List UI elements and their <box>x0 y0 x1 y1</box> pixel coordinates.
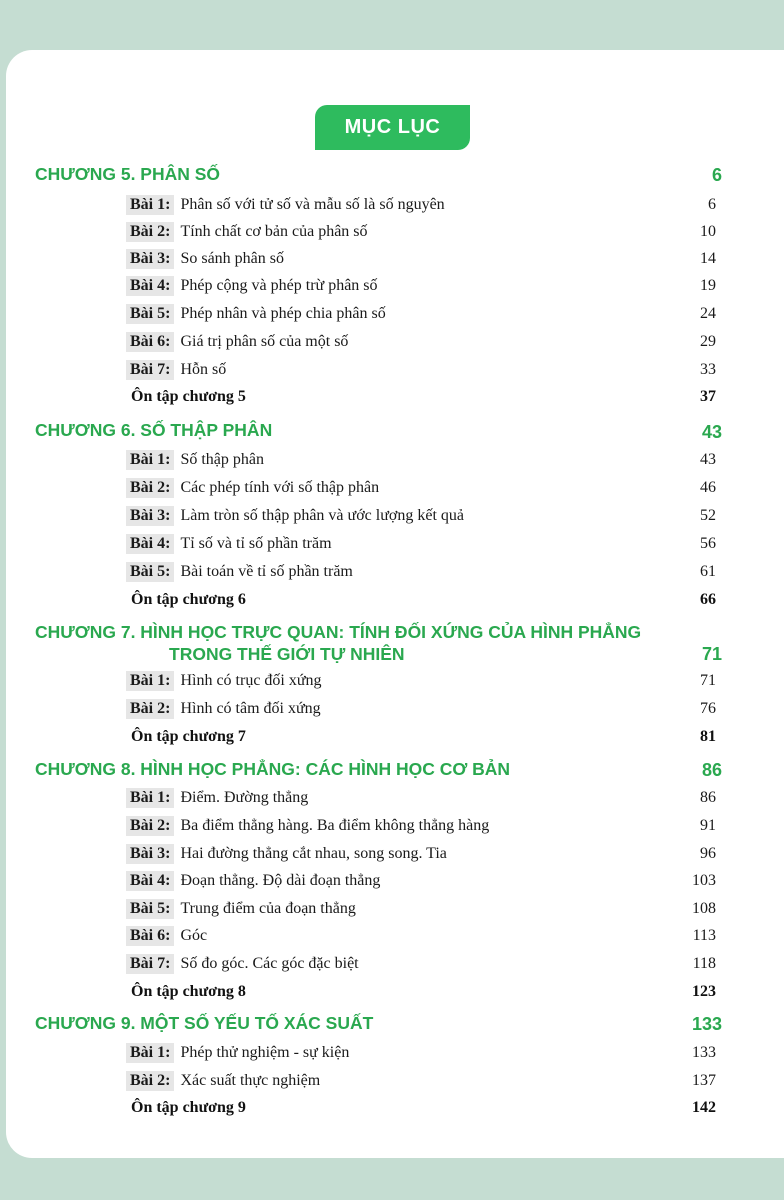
lesson-name: Trung điểm của đoạn thẳng <box>180 900 356 917</box>
lesson-name: Số thập phân <box>180 451 264 468</box>
lesson-name: Giá trị phân số của một số <box>180 333 349 350</box>
lesson-name: Điểm. Đường thẳng <box>180 789 309 806</box>
lesson-name: Phép thử nghiệm - sự kiện <box>180 1044 350 1061</box>
lesson-page: 71 <box>700 672 716 689</box>
lesson-tag: Bài 2: <box>126 699 174 719</box>
lesson-name: Các phép tính với số thập phân <box>180 479 380 496</box>
lesson-page: 46 <box>700 479 716 496</box>
chapter-7-title-line2: TRONG THẾ GIỚI TỰ NHIÊN <box>169 644 405 664</box>
lesson-page: 19 <box>700 277 716 294</box>
lesson-name: Hình có trục đối xứng <box>180 672 322 689</box>
lesson-row <box>126 274 716 298</box>
lesson-row <box>126 924 716 948</box>
review-label: Ôn tập chương 7 <box>131 728 246 745</box>
toc-title: MỤC LỤC <box>315 105 470 150</box>
lesson-name: Tỉ số và tỉ số phần trăm <box>180 535 332 552</box>
lesson-row <box>126 358 716 382</box>
lesson-name: Tính chất cơ bản của phân số <box>180 223 368 240</box>
lesson-tag: Bài 1: <box>126 195 174 215</box>
lesson-row <box>126 669 716 693</box>
lesson-tag: Bài 4: <box>126 276 174 296</box>
chapter-review-row <box>131 980 716 1004</box>
review-label: Ôn tập chương 8 <box>131 983 246 1000</box>
lesson-tag: Bài 2: <box>126 478 174 498</box>
chapter-review-row <box>131 1096 716 1120</box>
lesson-name: Bài toán về tỉ số phần trăm <box>180 563 353 580</box>
lesson-page: 24 <box>700 305 716 322</box>
lesson-page: 103 <box>692 872 716 889</box>
lesson-tag: Bài 6: <box>126 332 174 352</box>
chapter-8-page: 86 <box>701 760 722 780</box>
lesson-tag: Bài 3: <box>126 249 174 269</box>
lesson-name: Hai đường thẳng cắt nhau, song song. Tia <box>180 845 447 862</box>
review-label: Ôn tập chương 6 <box>131 591 246 608</box>
lesson-page: 33 <box>700 361 716 378</box>
lesson-tag: Bài 1: <box>126 671 174 691</box>
chapter-5-heading: CHƯƠNG 5. PHÂN SỐ <box>35 164 221 184</box>
lesson-tag: Bài 4: <box>126 871 174 891</box>
lesson-tag: Bài 1: <box>126 1043 174 1063</box>
lesson-page: 96 <box>700 845 716 862</box>
lesson-page: 10 <box>700 223 716 240</box>
lesson-page: 133 <box>692 1044 716 1061</box>
lesson-name: Phép cộng và phép trừ phân số <box>180 277 378 294</box>
lesson-row <box>126 247 716 271</box>
lesson-page: 6 <box>708 196 716 213</box>
lesson-tag: Bài 3: <box>126 506 174 526</box>
lesson-row <box>126 897 716 921</box>
lesson-tag: Bài 1: <box>126 450 174 470</box>
lesson-tag: Bài 7: <box>126 954 174 974</box>
review-label: Ôn tập chương 5 <box>131 388 246 405</box>
lesson-row <box>126 476 716 500</box>
review-page: 123 <box>692 983 716 1000</box>
lesson-row <box>126 786 716 810</box>
lesson-row <box>126 814 716 838</box>
lesson-row <box>126 952 716 976</box>
lesson-name: Hình có tâm đối xứng <box>180 700 321 717</box>
chapter-7-heading <box>35 621 675 665</box>
lesson-tag: Bài 6: <box>126 926 174 946</box>
lesson-page: 14 <box>700 250 716 267</box>
review-page: 142 <box>692 1099 716 1116</box>
review-label: Ôn tập chương 9 <box>131 1099 246 1116</box>
lesson-page: 52 <box>700 507 716 524</box>
chapter-5-page: 6 <box>711 165 722 185</box>
lesson-row <box>126 842 716 866</box>
lesson-row <box>126 193 716 217</box>
lesson-tag: Bài 5: <box>126 562 174 582</box>
chapter-9-heading: CHƯƠNG 9. MỘT SỐ YẾU TỐ XÁC SUẤT <box>35 1013 374 1033</box>
lesson-tag: Bài 2: <box>126 816 174 836</box>
lesson-name: Góc <box>180 927 208 944</box>
lesson-page: 29 <box>700 333 716 350</box>
lesson-page: 113 <box>692 927 716 944</box>
lesson-tag: Bài 1: <box>126 788 174 808</box>
review-page: 66 <box>700 591 716 608</box>
lesson-page: 108 <box>692 900 716 917</box>
lesson-page: 137 <box>692 1072 716 1089</box>
lesson-row <box>126 532 716 556</box>
lesson-name: Số đo góc. Các góc đặc biệt <box>180 955 359 972</box>
lesson-tag: Bài 2: <box>126 1071 174 1091</box>
lesson-tag: Bài 7: <box>126 360 174 380</box>
lesson-row <box>126 330 716 354</box>
lesson-tag: Bài 4: <box>126 534 174 554</box>
lesson-tag: Bài 3: <box>126 844 174 864</box>
lesson-page: 86 <box>700 789 716 806</box>
lesson-row <box>126 869 716 893</box>
lesson-tag: Bài 5: <box>126 899 174 919</box>
chapter-7-page: 71 <box>701 644 722 664</box>
lesson-tag: Bài 5: <box>126 304 174 324</box>
lesson-name: Xác suất thực nghiệm <box>180 1072 321 1089</box>
lesson-name: Đoạn thẳng. Độ dài đoạn thẳng <box>180 872 381 889</box>
lesson-name: Hỗn số <box>180 361 227 378</box>
chapter-7-title-line1: CHƯƠNG 7. HÌNH HỌC TRỰC QUAN: TÍNH ĐỐI XỨNG CỦA HÌNH PHẲNG <box>35 622 642 642</box>
lesson-page: 76 <box>700 700 716 717</box>
lesson-name: So sánh phân số <box>180 250 285 267</box>
lesson-name: Ba điểm thẳng hàng. Ba điểm không thẳng hàng <box>180 817 490 834</box>
lesson-row <box>126 220 716 244</box>
review-page: 81 <box>700 728 716 745</box>
chapter-review-row <box>131 725 716 749</box>
chapter-review-row <box>131 588 716 612</box>
chapter-6-page: 43 <box>701 422 722 442</box>
lesson-page: 118 <box>692 955 716 972</box>
lesson-row <box>126 302 716 326</box>
chapter-8-heading: CHƯƠNG 8. HÌNH HỌC PHẲNG: CÁC HÌNH HỌC CƠ BẢN <box>35 759 511 779</box>
lesson-row <box>126 1041 716 1065</box>
chapter-9-page: 133 <box>691 1014 722 1034</box>
lesson-row <box>126 1069 716 1093</box>
lesson-page: 91 <box>700 817 716 834</box>
chapter-review-row <box>131 385 716 409</box>
lesson-page: 43 <box>700 451 716 468</box>
lesson-page: 56 <box>700 535 716 552</box>
lesson-name: Làm tròn số thập phân và ước lượng kết quả <box>180 507 464 524</box>
lesson-row <box>126 504 716 528</box>
lesson-name: Phép nhân và phép chia phân số <box>180 305 386 322</box>
lesson-row <box>126 448 716 472</box>
lesson-tag: Bài 2: <box>126 222 174 242</box>
lesson-row <box>126 697 716 721</box>
lesson-row <box>126 560 716 584</box>
lesson-page: 61 <box>700 563 716 580</box>
lesson-name: Phân số với tử số và mẫu số là số nguyên <box>180 196 445 213</box>
review-page: 37 <box>700 388 716 405</box>
chapter-6-heading: CHƯƠNG 6. SỐ THẬP PHÂN <box>35 420 273 440</box>
